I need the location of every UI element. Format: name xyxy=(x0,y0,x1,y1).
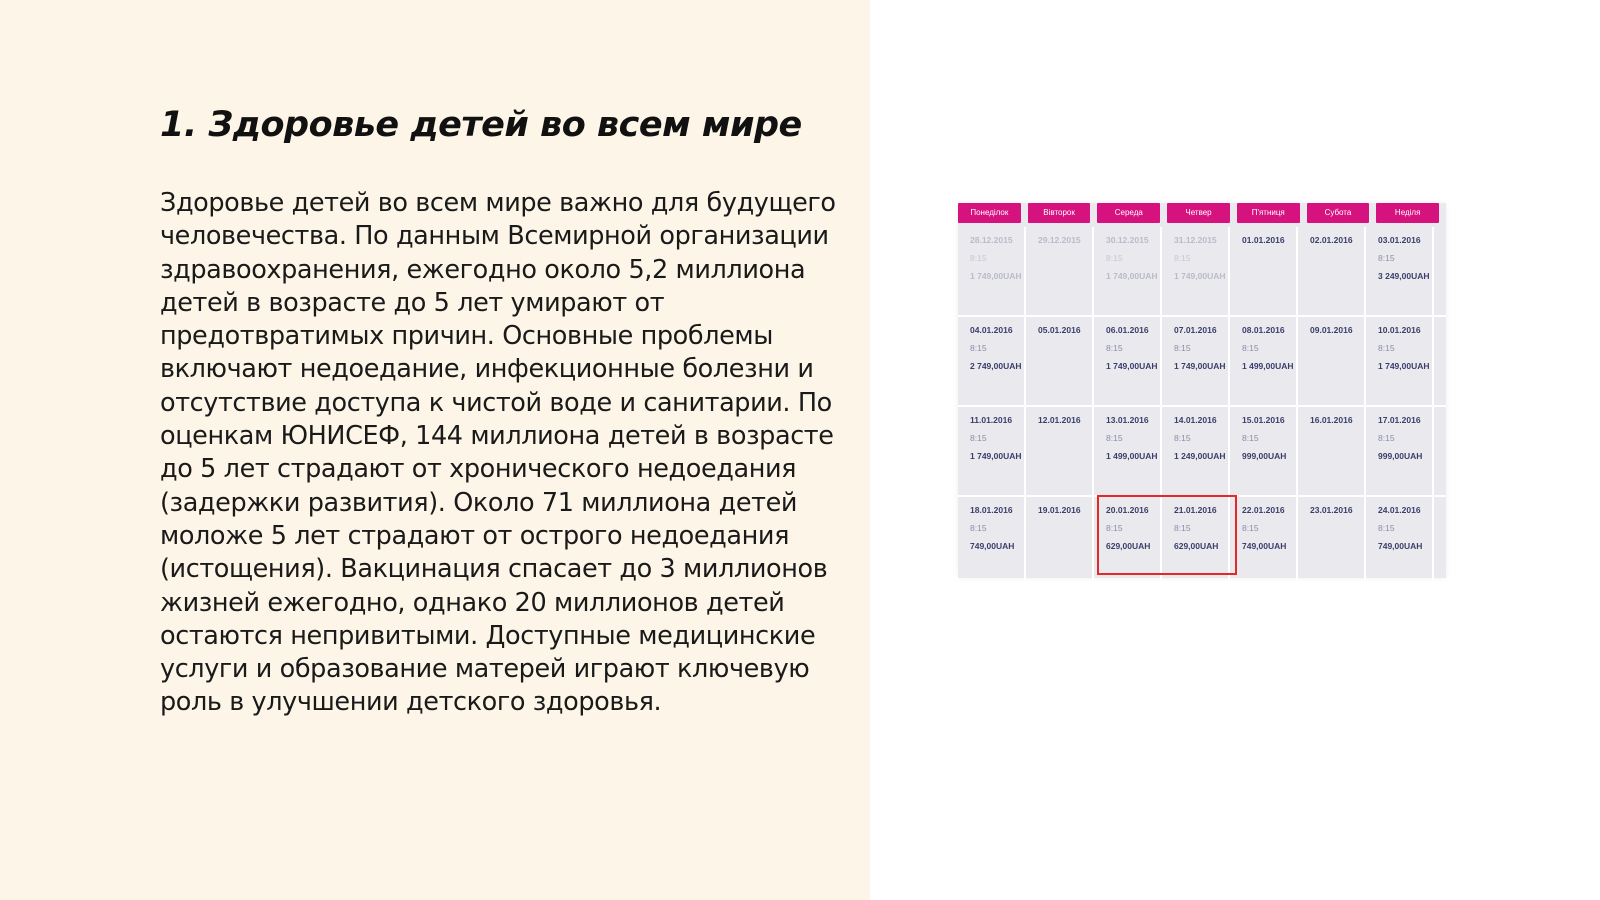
calendar-time xyxy=(1242,253,1296,271)
calendar-header-cell: Недiля xyxy=(1376,203,1439,223)
calendar-time: 8:15 xyxy=(1174,523,1191,533)
calendar-time xyxy=(1038,433,1092,451)
calendar-time: 8:15 xyxy=(1174,253,1191,263)
calendar-grid xyxy=(958,227,1446,587)
calendar-day-cell xyxy=(1298,227,1366,315)
calendar-day-cell xyxy=(1094,497,1162,585)
calendar-price: 749,00UAH xyxy=(1378,541,1423,551)
calendar-day-cell xyxy=(1230,497,1298,585)
calendar-price: 749,00UAH xyxy=(970,541,1015,551)
calendar-day-cell xyxy=(1230,317,1298,405)
calendar-price: 1 749,00UAH xyxy=(970,451,1022,461)
calendar-row xyxy=(958,407,1446,497)
calendar-time: 8:15 xyxy=(1106,343,1123,353)
calendar-day-cell xyxy=(1366,407,1434,495)
calendar-date: 19.01.2016 xyxy=(1038,505,1081,515)
calendar-time: 8:15 xyxy=(970,343,987,353)
calendar-price: 1 749,00UAH xyxy=(1174,361,1226,371)
calendar-day-cell xyxy=(1366,497,1434,585)
calendar-date: 08.01.2016 xyxy=(1242,325,1285,335)
calendar-header-cell: П'ятниця xyxy=(1237,203,1300,223)
calendar-date: 31.12.2015 xyxy=(1174,235,1217,245)
calendar-day-cell xyxy=(1026,227,1094,315)
calendar-row xyxy=(958,497,1446,587)
calendar-day-cell xyxy=(1094,317,1162,405)
calendar-price: 1 749,00UAH xyxy=(1378,361,1430,371)
calendar-day-cell xyxy=(958,497,1026,585)
calendar-time: 8:15 xyxy=(1174,433,1191,443)
calendar-time: 8:15 xyxy=(970,253,987,263)
calendar-header-cell: Понедiлок xyxy=(958,203,1021,223)
calendar-price: 1 499,00UAH xyxy=(1106,451,1158,461)
calendar-time: 8:15 xyxy=(970,433,987,443)
calendar-date: 04.01.2016 xyxy=(970,325,1013,335)
calendar-date: 20.01.2016 xyxy=(1106,505,1149,515)
calendar-time xyxy=(1038,523,1092,541)
calendar-day-cell xyxy=(1162,317,1230,405)
calendar-date: 17.01.2016 xyxy=(1378,415,1421,425)
calendar-time: 8:15 xyxy=(1242,523,1259,533)
calendar-price: 999,00UAH xyxy=(1378,451,1423,461)
calendar-date: 18.01.2016 xyxy=(970,505,1013,515)
calendar-time: 8:15 xyxy=(970,523,987,533)
calendar-date: 14.01.2016 xyxy=(1174,415,1217,425)
calendar-row xyxy=(958,227,1446,317)
calendar-date: 10.01.2016 xyxy=(1378,325,1421,335)
calendar-date: 02.01.2016 xyxy=(1310,235,1353,245)
calendar-time xyxy=(1310,343,1364,361)
calendar-day-cell xyxy=(1366,317,1434,405)
calendar-time: 8:15 xyxy=(1106,433,1123,443)
calendar-date: 24.01.2016 xyxy=(1378,505,1421,515)
calendar-day-cell xyxy=(958,317,1026,405)
calendar-header-cell: Вiвторок xyxy=(1028,203,1091,223)
calendar-header-cell: Субота xyxy=(1307,203,1370,223)
calendar-date: 29.12.2015 xyxy=(1038,235,1081,245)
calendar-price: 1 249,00UAH xyxy=(1174,451,1226,461)
calendar-day-cell xyxy=(1162,407,1230,495)
calendar-date: 03.01.2016 xyxy=(1378,235,1421,245)
slide-body-text: Здоровье детей во всем мире важно для будущего человечества. По данным Всемирной организации здравоохранения, ежегодно около 5,2 миллиона детей в возрасте до 5 лет умирают от предотвратимых причин. Основные проблемы включают недоедание, инфекционные болезни и отсутствие доступа к чистой воде и санитарии. По оценкам ЮНИСЕФ, 144 миллиона детей в возрасте до 5 лет страдают от хронического недоедания (задержки развития). Около 71 миллиона детей моложе 5 лет страдают от острого недоедания (истощения). Вакцинация спасает до 3 миллионов жизней ежегодно, однако 20 миллионов детей остаются непривитыми. Доступные медицинские услуги и образование матерей играют ключевую роль в улучшении детского здоровья. xyxy=(160,188,836,718)
calendar-price: 629,00UAH xyxy=(1174,541,1219,551)
calendar-time: 8:15 xyxy=(1378,253,1395,263)
calendar-date: 15.01.2016 xyxy=(1242,415,1285,425)
calendar-day-cell xyxy=(1366,227,1434,315)
calendar-price: 2 749,00UAH xyxy=(970,361,1022,371)
calendar-time xyxy=(1310,523,1364,541)
calendar-time xyxy=(1038,343,1092,361)
calendar-header xyxy=(958,203,1446,227)
calendar-day-cell xyxy=(1026,497,1094,585)
calendar-date: 06.01.2016 xyxy=(1106,325,1149,335)
slide-title: 1. Здоровье детей во всем мире xyxy=(160,105,802,145)
calendar-date: 13.01.2016 xyxy=(1106,415,1149,425)
calendar-time: 8:15 xyxy=(1378,523,1395,533)
calendar-date: 01.01.2016 xyxy=(1242,235,1285,245)
calendar-price: 1 749,00UAH xyxy=(970,271,1022,281)
calendar-time: 8:15 xyxy=(1174,343,1191,353)
calendar-date: 05.01.2016 xyxy=(1038,325,1081,335)
calendar-time xyxy=(1038,253,1092,271)
calendar-time: 8:15 xyxy=(1106,253,1123,263)
calendar-day-cell xyxy=(1298,407,1366,495)
calendar-day-cell xyxy=(1298,497,1366,585)
calendar-date: 07.01.2016 xyxy=(1174,325,1217,335)
calendar-time xyxy=(1310,253,1364,271)
calendar-day-cell xyxy=(1026,407,1094,495)
calendar-day-cell xyxy=(1162,497,1230,585)
calendar-date: 16.01.2016 xyxy=(1310,415,1353,425)
calendar-price: 1 749,00UAH xyxy=(1106,361,1158,371)
calendar-day-cell xyxy=(1094,227,1162,315)
calendar-date: 30.12.2015 xyxy=(1106,235,1149,245)
calendar-day-cell xyxy=(1094,407,1162,495)
calendar-row xyxy=(958,317,1446,407)
calendar-date: 11.01.2016 xyxy=(970,415,1013,425)
calendar-day-cell xyxy=(1026,317,1094,405)
calendar-day-cell xyxy=(1230,407,1298,495)
calendar-date: 28.12.2015 xyxy=(970,235,1013,245)
calendar-time: 8:15 xyxy=(1378,433,1395,443)
calendar-date: 23.01.2016 xyxy=(1310,505,1353,515)
calendar-date: 21.01.2016 xyxy=(1174,505,1217,515)
calendar-price: 1 749,00UAH xyxy=(1174,271,1226,281)
calendar-day-cell xyxy=(1162,227,1230,315)
calendar-image xyxy=(958,203,1446,578)
calendar-time: 8:15 xyxy=(1106,523,1123,533)
calendar-day-cell xyxy=(1298,317,1366,405)
calendar-header-cell: Середа xyxy=(1097,203,1160,223)
calendar-day-cell xyxy=(958,227,1026,315)
calendar-time: 8:15 xyxy=(1242,343,1259,353)
calendar-header-cell: Четвер xyxy=(1167,203,1230,223)
calendar-price: 629,00UAH xyxy=(1106,541,1151,551)
calendar-day-cell xyxy=(958,407,1026,495)
calendar-price: 999,00UAH xyxy=(1242,451,1287,461)
calendar-time xyxy=(1310,433,1364,451)
calendar-date: 12.01.2016 xyxy=(1038,415,1081,425)
calendar-day-cell xyxy=(1230,227,1298,315)
calendar-time: 8:15 xyxy=(1378,343,1395,353)
calendar-date: 09.01.2016 xyxy=(1310,325,1353,335)
calendar-price: 3 249,00UAH xyxy=(1378,271,1430,281)
calendar-time: 8:15 xyxy=(1242,433,1259,443)
calendar-price: 1 749,00UAH xyxy=(1106,271,1158,281)
calendar-price: 749,00UAH xyxy=(1242,541,1287,551)
calendar-date: 22.01.2016 xyxy=(1242,505,1285,515)
calendar-price: 1 499,00UAH xyxy=(1242,361,1294,371)
